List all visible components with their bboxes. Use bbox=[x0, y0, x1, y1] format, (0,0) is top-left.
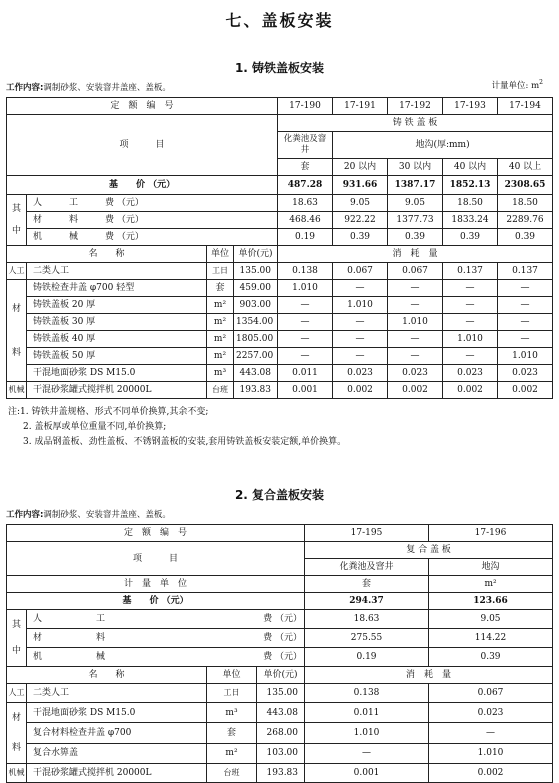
consume-name-header: 名 称 bbox=[7, 246, 207, 263]
ditch-size: 40 以内 bbox=[443, 159, 498, 176]
material-value: — bbox=[278, 314, 333, 331]
material-value: — bbox=[388, 331, 443, 348]
consume-header: 消 耗 量 bbox=[278, 246, 553, 263]
code-cell: 17-191 bbox=[333, 98, 388, 115]
labor-value: 0.137 bbox=[443, 263, 498, 280]
machine-value: 0.002 bbox=[333, 382, 388, 399]
consume-unit-header: 单位 bbox=[207, 246, 234, 263]
material-unit: m² bbox=[207, 743, 257, 763]
ditch-size: 40 以上 bbox=[498, 159, 553, 176]
material-value: — bbox=[278, 297, 333, 314]
material-unit: m³ bbox=[207, 365, 234, 382]
code-cell: 17-193 bbox=[443, 98, 498, 115]
labor-category: 人工 bbox=[7, 684, 27, 703]
cost-value: 0.19 bbox=[278, 229, 333, 246]
material-value: — bbox=[498, 280, 553, 297]
cost-value: 922.22 bbox=[333, 212, 388, 229]
ditch-size: 20 以内 bbox=[333, 159, 388, 176]
consume-price-header: 单价(元) bbox=[257, 667, 305, 684]
cost-value: 18.63 bbox=[305, 610, 429, 629]
cost-value: 1377.73 bbox=[388, 212, 443, 229]
col-unit: m² bbox=[429, 576, 553, 593]
consume-header: 消 耗 量 bbox=[305, 667, 553, 684]
base-price-value: 123.66 bbox=[429, 593, 553, 610]
material-unit: m² bbox=[207, 331, 234, 348]
chapter-title: 七、盖板安装 bbox=[225, 11, 334, 30]
cost-value: 0.39 bbox=[498, 229, 553, 246]
material-price: 443.08 bbox=[234, 365, 278, 382]
material-value: — bbox=[333, 280, 388, 297]
material-unit: m² bbox=[207, 314, 234, 331]
material-unit: m³ bbox=[207, 703, 257, 723]
material-unit: m² bbox=[207, 348, 234, 365]
material-value: — bbox=[305, 743, 429, 763]
section1-notes bbox=[8, 405, 346, 450]
cost-row-name: 机 械 费 （元） bbox=[27, 648, 305, 667]
cost-value: 0.39 bbox=[333, 229, 388, 246]
material-value: — bbox=[333, 314, 388, 331]
cost-row-name: 人 工 费 （元） bbox=[27, 610, 305, 629]
cost-value: 9.05 bbox=[333, 195, 388, 212]
cost-value: 468.46 bbox=[278, 212, 333, 229]
material-value: 1.010 bbox=[305, 723, 429, 743]
material-value: 0.023 bbox=[429, 703, 553, 723]
consume-price-header: 单价(元) bbox=[234, 246, 278, 263]
material-value: 1.010 bbox=[429, 743, 553, 763]
section2-title: 2. 复合盖板安装 bbox=[234, 488, 325, 502]
cost-value: 0.39 bbox=[388, 229, 443, 246]
material-value: 0.023 bbox=[498, 365, 553, 382]
section1-work-content: 工作内容:调制砂浆、安装窨井盖座、盖板。 bbox=[6, 83, 171, 93]
machine-category: 机械 bbox=[7, 382, 27, 399]
material-name: 铸铁盖板 30 厚 bbox=[27, 314, 207, 331]
section2-work-content: 工作内容:调制砂浆、安装窨井盖座、盖板。 bbox=[6, 510, 171, 520]
cost-value: 18.50 bbox=[443, 195, 498, 212]
labor-unit: 工日 bbox=[207, 684, 257, 703]
labor-category: 人工 bbox=[7, 263, 27, 280]
material-value: 0.023 bbox=[333, 365, 388, 382]
cost-row-name: 材 料 费 （元） bbox=[27, 629, 305, 648]
ditch-label: 地沟(厚:mm) bbox=[333, 132, 553, 159]
material-price: 903.00 bbox=[234, 297, 278, 314]
material-value: — bbox=[443, 348, 498, 365]
material-unit: 套 bbox=[207, 280, 234, 297]
note-line: 2. 盖板厚或单位重量不同,单价换算; bbox=[23, 422, 167, 432]
cost-value: 9.05 bbox=[388, 195, 443, 212]
machine-price: 193.83 bbox=[257, 764, 305, 783]
labor-price: 135.00 bbox=[234, 263, 278, 280]
labor-value: 0.067 bbox=[388, 263, 443, 280]
note-line: 3. 成品钢盖板、劲性盖板、不锈钢盖板的安装,套用铸铁盖板安装定额,单价换算。 bbox=[23, 437, 347, 447]
cost-row-name: 材 料 费 （元） bbox=[27, 212, 278, 229]
machine-price: 193.83 bbox=[234, 382, 278, 399]
labor-name: 二类人工 bbox=[27, 263, 207, 280]
material-value: — bbox=[498, 297, 553, 314]
material-value: — bbox=[333, 331, 388, 348]
cost-value: 18.63 bbox=[278, 195, 333, 212]
machine-unit: 台班 bbox=[207, 764, 257, 783]
base-price-label: 基 价 （元） bbox=[7, 593, 305, 610]
labor-value: 0.067 bbox=[333, 263, 388, 280]
cost-row-name: 机 械 费 （元） bbox=[27, 229, 278, 246]
machine-value: 0.002 bbox=[388, 382, 443, 399]
section2-table bbox=[6, 524, 553, 783]
material-value: 1.010 bbox=[278, 280, 333, 297]
labor-value: 0.138 bbox=[305, 684, 429, 703]
cost-side-label: 其 中 bbox=[7, 195, 27, 246]
machine-category: 机械 bbox=[7, 764, 27, 783]
base-price-value: 1852.13 bbox=[443, 176, 498, 195]
material-value: 1.010 bbox=[388, 314, 443, 331]
material-unit: m² bbox=[207, 297, 234, 314]
labor-unit: 工日 bbox=[207, 263, 234, 280]
base-price-value: 931.66 bbox=[333, 176, 388, 195]
base-price-value: 1387.17 bbox=[388, 176, 443, 195]
machine-unit: 台班 bbox=[207, 382, 234, 399]
labor-name: 二类人工 bbox=[27, 684, 207, 703]
labor-value: 0.138 bbox=[278, 263, 333, 280]
base-price-value: 294.37 bbox=[305, 593, 429, 610]
code-cell: 17-194 bbox=[498, 98, 553, 115]
material-value: 0.011 bbox=[278, 365, 333, 382]
material-price: 268.00 bbox=[257, 723, 305, 743]
cost-value: 18.50 bbox=[498, 195, 553, 212]
cost-side-label: 其 中 bbox=[7, 610, 27, 667]
material-price: 1354.00 bbox=[234, 314, 278, 331]
material-value: — bbox=[443, 314, 498, 331]
material-value: 1.010 bbox=[333, 297, 388, 314]
material-name: 复合水箅盖 bbox=[27, 743, 207, 763]
material-value: 0.011 bbox=[305, 703, 429, 723]
labor-value: 0.137 bbox=[498, 263, 553, 280]
base-price-value: 487.28 bbox=[278, 176, 333, 195]
base-price-label: 基 价 （元） bbox=[7, 176, 278, 195]
cost-value: 275.55 bbox=[305, 629, 429, 648]
material-value: — bbox=[443, 280, 498, 297]
machine-value: 0.002 bbox=[443, 382, 498, 399]
material-value: — bbox=[333, 348, 388, 365]
col1-name: 化粪池及窨井 bbox=[278, 132, 333, 159]
col-name: 化粪池及窨井 bbox=[305, 559, 429, 576]
base-price-value: 2308.65 bbox=[498, 176, 553, 195]
material-price: 2257.00 bbox=[234, 348, 278, 365]
material-name: 干混地面砂浆 DS M15.0 bbox=[27, 365, 207, 382]
material-value: — bbox=[388, 280, 443, 297]
ditch-size: 30 以内 bbox=[388, 159, 443, 176]
consume-name-header: 名 称 bbox=[7, 667, 207, 684]
machine-value: 0.001 bbox=[305, 764, 429, 783]
consume-unit-header: 单位 bbox=[207, 667, 257, 684]
material-name: 铸铁盖板 40 厚 bbox=[27, 331, 207, 348]
cost-value: 2289.76 bbox=[498, 212, 553, 229]
material-price: 443.08 bbox=[257, 703, 305, 723]
material-value: 0.023 bbox=[443, 365, 498, 382]
col-unit: 套 bbox=[305, 576, 429, 593]
material-value: — bbox=[388, 348, 443, 365]
col1-unit: 套 bbox=[278, 159, 333, 176]
material-category: 材 料 bbox=[7, 703, 27, 764]
material-price: 459.00 bbox=[234, 280, 278, 297]
code-cell: 17-196 bbox=[429, 525, 553, 542]
material-value: 1.010 bbox=[498, 348, 553, 365]
code-cell: 17-195 bbox=[305, 525, 429, 542]
machine-value: 0.001 bbox=[278, 382, 333, 399]
code-cell: 17-190 bbox=[278, 98, 333, 115]
section1-table bbox=[6, 97, 553, 399]
material-value: — bbox=[498, 331, 553, 348]
cost-value: 0.39 bbox=[429, 648, 553, 667]
material-price: 103.00 bbox=[257, 743, 305, 763]
item-label: 项 目 bbox=[7, 542, 305, 576]
group-label: 铸 铁 盖 板 bbox=[278, 115, 553, 132]
labor-value: 0.067 bbox=[429, 684, 553, 703]
machine-value: 0.002 bbox=[429, 764, 553, 783]
cost-value: 1833.24 bbox=[443, 212, 498, 229]
material-price: 1805.00 bbox=[234, 331, 278, 348]
material-value: 0.023 bbox=[388, 365, 443, 382]
material-name: 铸铁盖板 20 厚 bbox=[27, 297, 207, 314]
material-value: 1.010 bbox=[443, 331, 498, 348]
note-line: 注:1. 铸铁井盖规格、形式不同单价换算,其余不变; bbox=[8, 407, 209, 417]
cost-row-name: 人 工 费 （元） bbox=[27, 195, 278, 212]
machine-name: 干混砂浆罐式搅拌机 20000L bbox=[27, 764, 207, 783]
cost-value: 9.05 bbox=[429, 610, 553, 629]
material-name: 铸铁检查井盖 φ700 轻型 bbox=[27, 280, 207, 297]
material-value: — bbox=[498, 314, 553, 331]
col-name: 地沟 bbox=[429, 559, 553, 576]
section1-title: 1. 铸铁盖板安装 bbox=[234, 61, 325, 75]
quota-no-label: 定 额 编 号 bbox=[7, 98, 278, 115]
material-value: — bbox=[388, 297, 443, 314]
material-name: 复合材料检查井盖 φ700 bbox=[27, 723, 207, 743]
cost-value: 114.22 bbox=[429, 629, 553, 648]
material-name: 铸铁盖板 50 厚 bbox=[27, 348, 207, 365]
material-value: — bbox=[278, 331, 333, 348]
material-name: 干混地面砂浆 DS M15.0 bbox=[27, 703, 207, 723]
group-label: 复 合 盖 板 bbox=[305, 542, 553, 559]
material-category: 材 料 bbox=[7, 280, 27, 382]
section1-unit: 计量单位: $m^2$ bbox=[491, 79, 543, 91]
item-label: 项 目 bbox=[7, 115, 278, 176]
labor-price: 135.00 bbox=[257, 684, 305, 703]
material-value: — bbox=[278, 348, 333, 365]
machine-name: 干混砂浆罐式搅拌机 20000L bbox=[27, 382, 207, 399]
cost-value: 0.39 bbox=[443, 229, 498, 246]
quota-no-label: 定 额 编 号 bbox=[7, 525, 305, 542]
code-cell: 17-192 bbox=[388, 98, 443, 115]
machine-value: 0.002 bbox=[498, 382, 553, 399]
cost-value: 0.19 bbox=[305, 648, 429, 667]
unit-label: 计 量 单 位 bbox=[7, 576, 305, 593]
material-value: — bbox=[443, 297, 498, 314]
material-unit: 套 bbox=[207, 723, 257, 743]
material-value: — bbox=[429, 723, 553, 743]
